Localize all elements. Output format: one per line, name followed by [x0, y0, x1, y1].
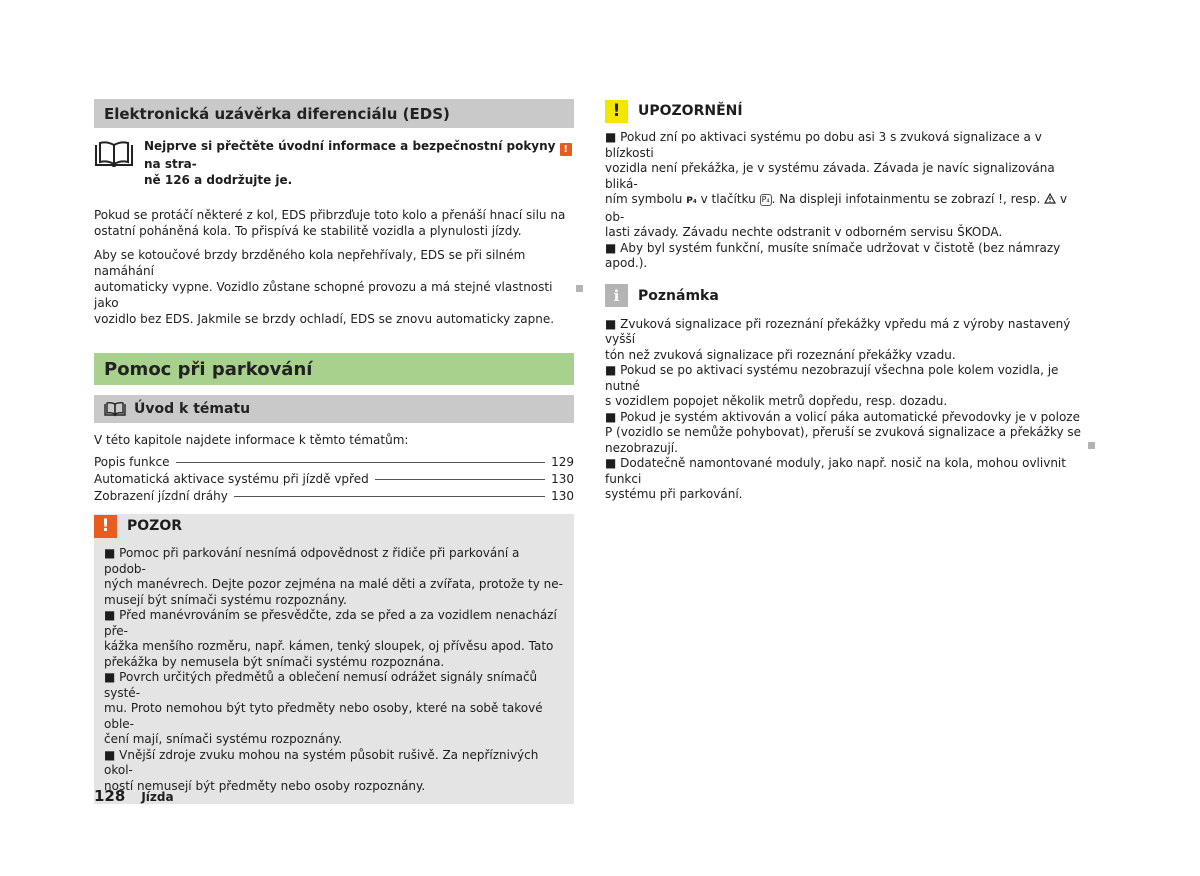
parking-heading: Pomoc při parkování [94, 353, 574, 385]
upozorneni-line: vozidla není překážka, je v systému závada. Závada je navíc signalizována bliká- [605, 161, 1055, 191]
pozor-line: ných manévrech. Dejte pozor zejména na malé děti a zvířata, protože ty ne- [104, 577, 563, 591]
poznamka-line: ■ Dodatečně namontované moduly, jako např. nosič na kola, mohou ovlivnit funkci [605, 456, 1066, 486]
upozorneni-header [605, 99, 1085, 123]
book-icon [104, 401, 126, 417]
exclamation-icon: ! [605, 100, 628, 123]
poznamka-body [605, 317, 1085, 503]
poznamka-line: s vozidlem popojet několik metrů dopředu, resp. dozadu. [605, 394, 948, 408]
warning-triangle-icon [1044, 193, 1056, 204]
topic-heading [94, 395, 574, 423]
poznamka-line: nezobrazují. [605, 440, 678, 455]
pozor-title: POZOR [127, 518, 182, 534]
safety-intro [94, 138, 574, 188]
toc-label: Zobrazení jízdní dráhy [94, 489, 228, 503]
pozor-header [94, 514, 574, 538]
section-name: Jízda [141, 790, 174, 804]
upozorneni-line: ■ Pokud zní po aktivaci systému po dobu asi 3 s zvuková signalizace a v blízkosti [605, 130, 1042, 160]
upozorneni-line: ním symbolu P₄ v tlačítku P₄ . Na displeji infotainmentu se zobrazí !, resp. v ob- [605, 192, 1068, 224]
poznamka-header [605, 284, 1085, 308]
eds-paragraph-1: Pokud se protáčí některé z kol, EDS přibrzďuje toto kolo a přenáší hnací silu na ostatní poháněná kola. To přispívá ke stabilitě vozidla a plynulosti jízdy. [94, 208, 566, 238]
poznamka-line: P (vozidlo se nemůže pohybovat), přeruší se zvuková signalizace a překážky se [605, 425, 1082, 439]
pozor-line: překážka by nemusela být snímači systému rozpoznána. [104, 654, 445, 669]
toc-label: Automatická aktivace systému při jízdě vpřed [94, 472, 369, 486]
toc-leader [176, 462, 546, 463]
poznamka-line: ■ Zvuková signalizace při rozeznání překážky vpředu má z výroby nastavený vyšší [605, 316, 1071, 346]
park-button-icon: P₄ [761, 195, 770, 204]
book-icon [94, 140, 134, 168]
info-icon: i [605, 284, 628, 307]
pozor-line: ■ Před manévrováním se přesvědčte, zda se před a za vozidlem nenachází pře- [104, 608, 557, 638]
pozor-line: ■ Vnější zdroje zvuku mohou na systém působit rušivě. Za nepříznivých okol- [104, 747, 539, 777]
poznamka-line: tón než zvuková signalizace při rozeznání překážky vzadu. [605, 347, 956, 362]
topic-intro: V této kapitole najdete informace k těmto tématům: [94, 433, 409, 447]
toc-item[interactable] [94, 488, 574, 505]
exclamation-icon: ! [560, 143, 572, 156]
poznamka-line: ■ Pokud se po aktivaci systému nezobrazují všechna pole kolem vozidla, je nutné [605, 363, 1059, 393]
pozor-line: kážka menšího rozměru, např. kámen, tenký sloupek, oj přívěsu apod. Tato [104, 639, 554, 653]
page-number: 128 [94, 787, 126, 805]
safety-intro-text: Nejprve si přečtěte úvodní informace a bezpečnostní pokyny ! na stra- ně 126 a dodržujte je. [144, 138, 574, 188]
exclamation-icon: ! [94, 515, 117, 538]
upozorneni-body [605, 130, 1085, 272]
pozor-line: mu. Proto nemohou být tyto předměty nebo osoby, které na sobě takové oble- [104, 701, 543, 731]
toc-page: 130 [551, 489, 574, 503]
pozor-body [94, 538, 574, 794]
page-footer [94, 787, 174, 805]
pozor-box [94, 514, 574, 804]
toc-leader [375, 479, 545, 480]
toc-label: Popis funkce [94, 455, 170, 469]
poznamka-line: systému při parkování. [605, 487, 743, 501]
pozor-line: ností nemusejí být předměty nebo osoby rozpoznány. [104, 778, 426, 793]
upozorneni-line: ■ Aby byl systém funkční, musíte snímače udržovat v čistotě (bez námrazy apod.). [605, 240, 1061, 270]
toc-item[interactable] [94, 454, 574, 471]
end-marker [576, 285, 583, 292]
pozor-line: ■ Povrch určitých předmětů a oblečení nemusí odrážet signály snímačů systé- [104, 670, 538, 700]
poznamka-title: Poznámka [638, 287, 719, 304]
park-symbol-icon: P₄ [686, 196, 697, 206]
toc-page: 129 [551, 455, 574, 469]
upozorneni-line: lasti závady. Závadu nechte odstranit v odborném servisu ŠKODA. [605, 225, 1003, 239]
eds-heading: Elektronická uzávěrka diferenciálu (EDS) [94, 99, 574, 128]
pozor-line: ■ Pomoc při parkování nesnímá odpovědnost z řidiče při parkování a podob- [104, 546, 520, 576]
toc-leader [234, 496, 545, 497]
pozor-line: čení mají, snímači systému rozpoznány. [104, 732, 343, 746]
end-marker [1088, 442, 1095, 449]
eds-paragraph-2: Aby se kotoučové brzdy brzděného kola nepřehřívaly, EDS se při silném namáhání automaticky vypne. Vozidlo zůstane schopné provozu a má stejné vlastnosti jako vozidlo bez EDS. Jakmile se brzdy ochladí, EDS se znovu automaticky zapne. [94, 247, 574, 327]
upozorneni-title: UPOZORNĚNÍ [638, 103, 743, 119]
toc-page: 130 [551, 472, 574, 486]
topic-heading-label: Úvod k tématu [134, 401, 251, 417]
toc-list [94, 454, 574, 505]
poznamka-line: ■ Pokud je systém aktivován a volicí páka automatické převodovky je v poloze [605, 409, 1080, 424]
left-column [94, 99, 574, 804]
pozor-line: musejí být snímači systému rozpoznány. [104, 592, 347, 607]
toc-item[interactable] [94, 471, 574, 488]
right-column [605, 99, 1085, 503]
